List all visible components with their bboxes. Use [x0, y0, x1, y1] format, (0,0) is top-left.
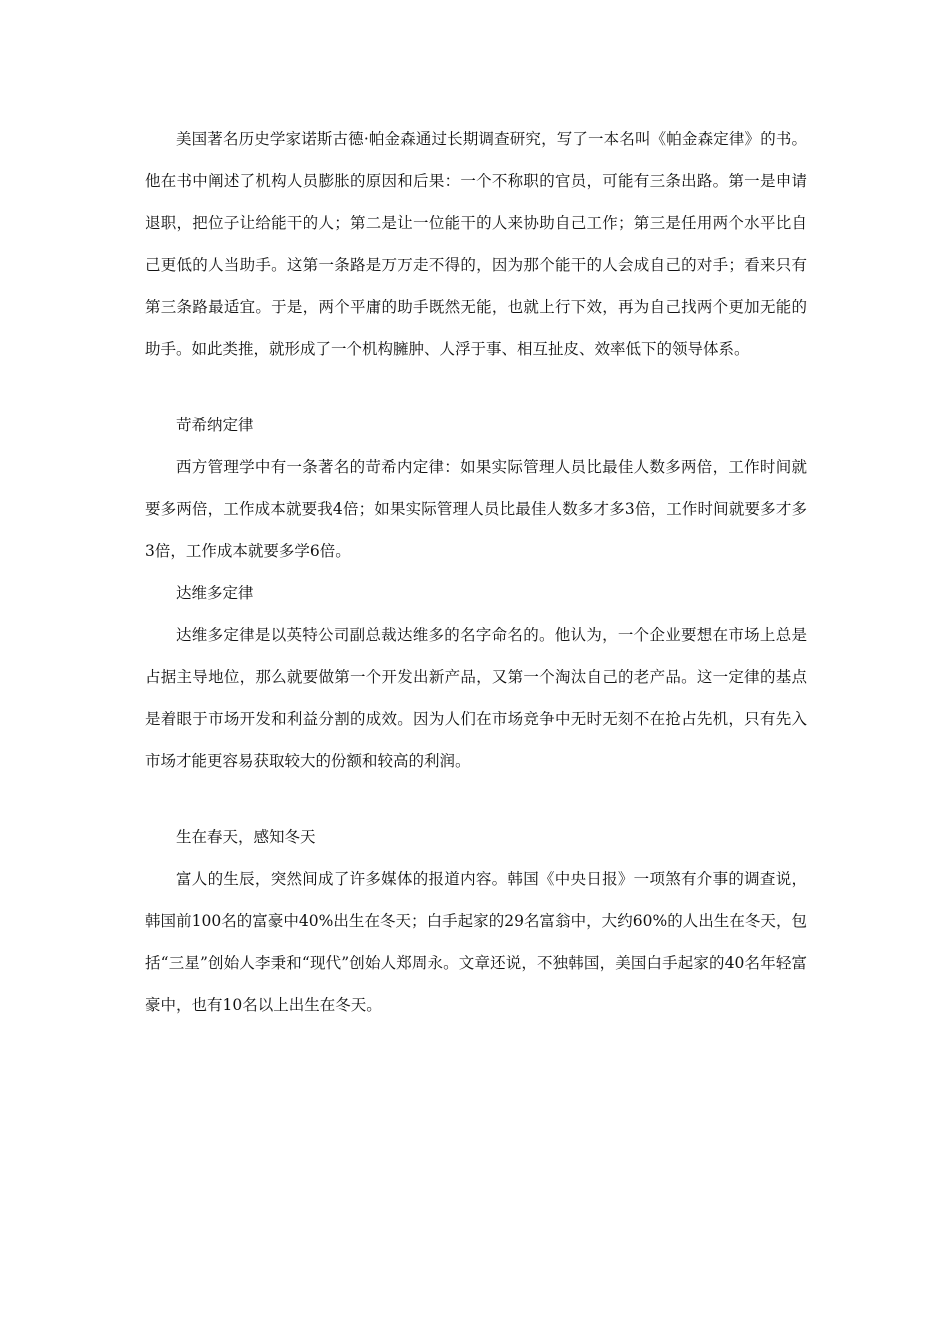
spring-winter-paragraph: 富人的生辰，突然间成了许多媒体的报道内容。韩国《中央日报》一项煞有介事的调查说，韩国前100名的富豪中40%出生在冬天；白手起家的29名富翁中，大约60%的人出生在冬天，包括“三星”创始人李秉和“现代”创始人郑周永。文章还说，不独韩国，美国白手起家的40名年轻富豪中，也有10名以上出生在冬天。 [145, 870, 807, 1014]
parkinson-paragraph: 美国著名历史学家诺斯古德·帕金森通过长期调查研究，写了一本名叫《帕金森定律》的书。他在书中阐述了机构人员膨胀的原因和后果：一个不称职的官员，可能有三条出路。第一是申请退职，把位子让给能干的人；第二是让一位能干的人来协助自己工作；第三是任用两个水平比自己更低的人当助手。这第一条路是万万走不得的，因为那个能干的人会成自己的对手；看来只有第三条路最适宜。于是，两个平庸的助手既然无能，也就上行下效，再为自己找两个更加无能的助手。如此类推，就形成了一个机构臃肿、人浮于事、相互扯皮、效率低下的领导体系。 [145, 130, 807, 358]
section-spacer [145, 370, 807, 404]
davidow-paragraph: 达维多定律是以英特公司副总裁达维多的名字命名的。他认为，一个企业要想在市场上总是占据主导地位，那么就要做第一个开发出新产品，又第一个淘汰自己的老产品。这一定律的基点是着眼于市场开发和利益分割的成效。因为人们在市场竞争中无时无刻不在抢占先机，只有先入市场才能更容易获取较大的份额和较高的利润。 [145, 626, 807, 770]
section-title-spring-winter: 生在春天，感知冬天 [176, 828, 316, 846]
kehina-paragraph: 西方管理学中有一条著名的苛希内定律：如果实际管理人员比最佳人数多两倍，工作时间就要多两倍，工作成本就要我4倍；如果实际管理人员比最佳人数多才多3倍，工作时间就要多才多3倍，工作成本就要多学6倍。 [145, 458, 807, 560]
section-spacer [145, 782, 807, 816]
section-title-davidow: 达维多定律 [176, 584, 254, 602]
section-title-kehina: 苛希纳定律 [176, 416, 254, 434]
document-page [145, 118, 807, 1026]
